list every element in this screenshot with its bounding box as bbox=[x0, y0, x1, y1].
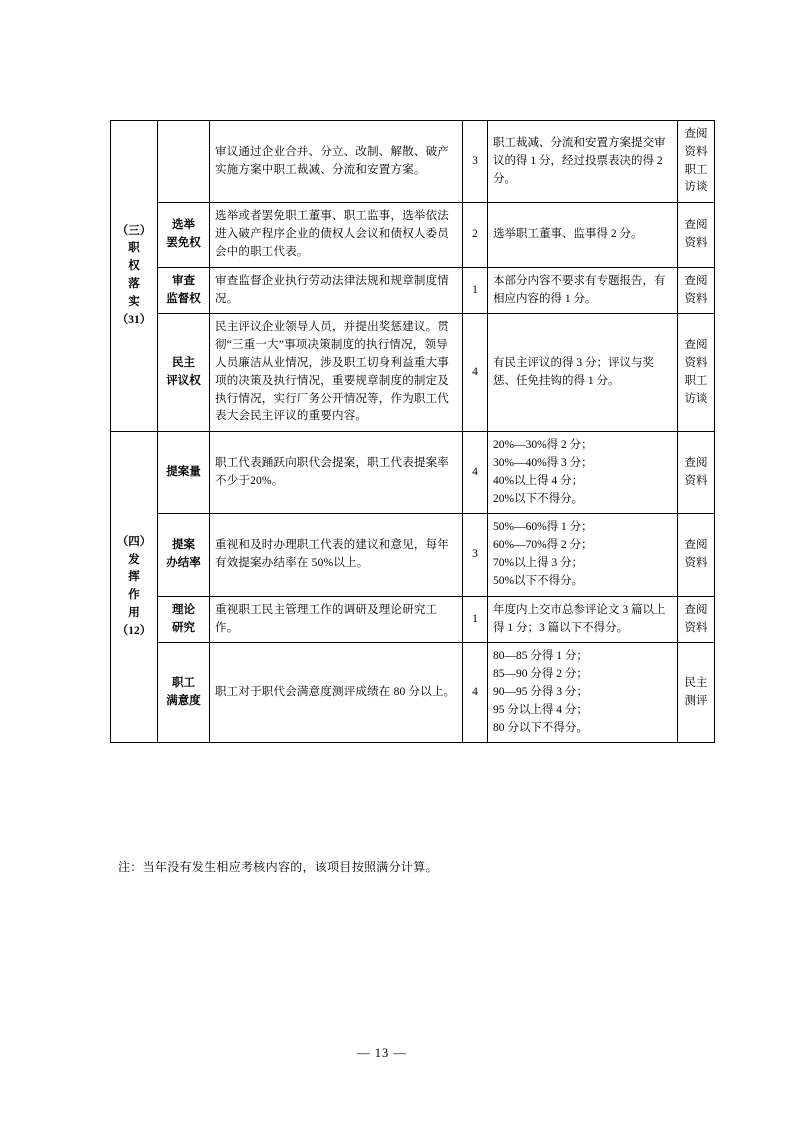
standard-cell: 年度内上交市总参评论文 3 篇以上得 1 分；3 篇以下不得分。 bbox=[488, 596, 678, 643]
standard-cell: 本部分内容不要求有专题报告，有相应内容的得 1 分。 bbox=[488, 267, 678, 314]
table-row bbox=[111, 432, 715, 514]
subitem-cell: 提案 办结率 bbox=[158, 514, 210, 596]
description-cell: 民主评议企业领导人员，并提出奖惩建议。贯彻“三重一大”事项决策制度的执行情况，领导人员廉洁从业情况，涉及职工切身利益重大事项的决策及执行情况，重要规章制度的制定及执行情况，实行厂务公开情况等，作为职工代表大会民主评议的重要内容。 bbox=[210, 314, 463, 432]
table-row bbox=[111, 121, 715, 203]
page-number: — 13 — bbox=[357, 1046, 407, 1060]
method-cell: 查阅 资料 bbox=[678, 514, 715, 596]
table-row bbox=[111, 514, 715, 596]
description-cell: 职工对于职代会满意度测评成绩在 80 分以上。 bbox=[210, 643, 463, 743]
method-cell: 查阅 资料 bbox=[678, 203, 715, 267]
category-cell-group-5: （四） 发 挥 作 用 （12） bbox=[111, 432, 158, 743]
score-cell: 3 bbox=[463, 121, 488, 203]
description-cell: 选举或者罢免职工董事、职工监事，选举依法进入破产程序企业的债权人会议和债权人委员会中的职工代表。 bbox=[210, 203, 463, 267]
method-cell: 查阅 资料 bbox=[678, 596, 715, 643]
subitem-cell: 理论 研究 bbox=[158, 596, 210, 643]
subitem-cell: 职工 满意度 bbox=[158, 643, 210, 743]
score-cell: 4 bbox=[463, 432, 488, 514]
subitem-cell: 提案量 bbox=[158, 432, 210, 514]
assessment-table-wrapper bbox=[110, 120, 714, 743]
description-cell: 重视职工民主管理工作的调研及理论研究工作。 bbox=[210, 596, 463, 643]
score-cell: 2 bbox=[463, 203, 488, 267]
description-cell: 职工代表踊跃向职代会提案，职工代表提案率不少于20%。 bbox=[210, 432, 463, 514]
score-cell: 1 bbox=[463, 596, 488, 643]
score-cell: 3 bbox=[463, 514, 488, 596]
method-cell: 查阅 资料 职工 访谈 bbox=[678, 121, 715, 203]
table-row bbox=[111, 203, 715, 267]
description-cell: 审议通过企业合并、分立、改制、解散、破产实施方案中职工裁减、分流和安置方案。 bbox=[210, 121, 463, 203]
score-cell: 4 bbox=[463, 643, 488, 743]
subitem-cell: 民主 评议权 bbox=[158, 314, 210, 432]
category-cell-group-3: （三） 职 权 落 实 （31） bbox=[111, 121, 158, 432]
standard-cell: 20%—30%得 2 分； 30%—40%得 3 分； 40%以上得 4 分； 20%以下不得分。 bbox=[488, 432, 678, 514]
score-cell: 4 bbox=[463, 314, 488, 432]
description-cell: 重视和及时办理职工代表的建议和意见，每年有效提案办结率在 50%以上。 bbox=[210, 514, 463, 596]
table-row bbox=[111, 596, 715, 643]
table-footnote: 注：当年没有发生相应考核内容的，该项目按照满分计算。 bbox=[118, 860, 438, 874]
assessment-table bbox=[110, 120, 715, 743]
method-cell: 民主 测评 bbox=[678, 643, 715, 743]
standard-cell: 选举职工董事、监事得 2 分。 bbox=[488, 203, 678, 267]
standard-cell: 有民主评议的得 3 分；评议与奖惩、任免挂钩的得 1 分。 bbox=[488, 314, 678, 432]
subitem-cell: 审查 监督权 bbox=[158, 267, 210, 314]
score-cell: 1 bbox=[463, 267, 488, 314]
standard-cell: 职工裁减、分流和安置方案提交审议的得 1 分，经过投票表决的得 2 分。 bbox=[488, 121, 678, 203]
method-cell: 查阅 资料 bbox=[678, 432, 715, 514]
subitem-cell bbox=[158, 121, 210, 203]
subitem-cell: 选举 罢免权 bbox=[158, 203, 210, 267]
standard-cell: 50%—60%得 1 分； 60%—70%得 2 分； 70%以上得 3 分； 50%以下不得分。 bbox=[488, 514, 678, 596]
table-row bbox=[111, 267, 715, 314]
standard-cell: 80—85 分得 1 分； 85—90 分得 2 分； 90—95 分得 3 分； 95 分以上得 4 分； 80 分以下不得分。 bbox=[488, 643, 678, 743]
method-cell: 查阅 资料 职工 访谈 bbox=[678, 314, 715, 432]
table-row bbox=[111, 643, 715, 743]
table-row bbox=[111, 314, 715, 432]
description-cell: 审查监督企业执行劳动法律法规和规章制度情况。 bbox=[210, 267, 463, 314]
method-cell: 查阅 资料 bbox=[678, 267, 715, 314]
